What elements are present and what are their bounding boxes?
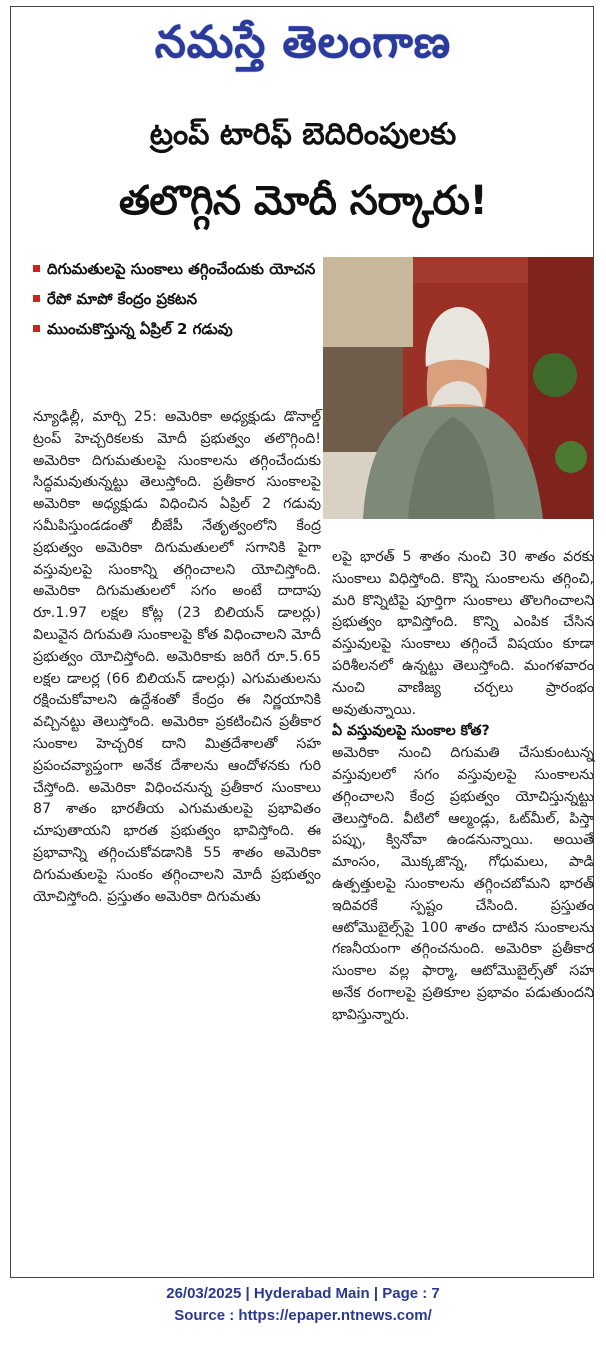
newspaper-masthead: నమస్తే తెలంగాణ (154, 17, 452, 68)
bullet-item (31, 317, 321, 341)
news-photo (323, 257, 593, 519)
bullet-item (31, 287, 321, 311)
clipping-frame (10, 6, 594, 1278)
article-body-text: లపై భారత్ 5 శాతం నుంచి 30 శాతం వరకు సుంకాలు విధిస్తోంది. కొన్ని సుంకాలను తగ్గించి, మరి కొన్నిటిపై పూర్తిగా సుంకాలు తొలగించాలని ప్రభుత్వం భావిస్తోంది. కొన్ని ఎంపిక చేసిన వస్తువులపై సుంకాలు తగ్గించే విషయం కూడా పరిశీలనలో ఉన్నట్టు తెలుస్తోంది. మంగళవారం నుంచి వాణిజ్య చర్చలు ప్రారంభం అవుతున్నాయి. (332, 549, 594, 718)
square-bullet-icon (33, 295, 40, 302)
bullet-text: రేపో మాపో కేంద్రం ప్రకటన (47, 290, 198, 308)
man-from-behind-photo (323, 257, 593, 519)
bullet-item (31, 257, 321, 281)
bullet-text: ముంచుకొస్తున్న ఏప్రిల్ 2 గడువు (47, 320, 233, 338)
article-column-2 (332, 547, 594, 1027)
bullet-text: దిగుమతులపై సుంకాలు తగ్గించేందుకు యోచన (47, 260, 316, 278)
article-body-text: అమెరికా నుంచి దిగుమతి చేసుకుంటున్న వస్తువులలో సగం వస్తువులపై సుంకాలను తగ్గించాలని కేంద్ర ప్రభుత్వం యోచిస్తున్నట్టు తెలుస్తోంది. వీటిలో ఆల్మండ్లు, ఓట్‌మీల్, పిస్తా పప్పు, క్వినోవా ఉండనున్నాయి. అయితే మాంసం, మొక్కజొన్న, గోధుమలు, పాడి ఉత్పత్తులపై సుంకాలను తగ్గించబోమని భారత్ ఇదివరకే స్పష్టం చేసింది. ప్రస్తుతం ఆటోమొబైల్స్‌పై 100 శాతం దాటిన సుంకాలను గణనీయంగా తగ్గించనుంది. అమెరికా ప్రతీకార సుంకాల వల్ల ఫార్మా, ఆటోమొబైల్స్‌తో సహ అనేక రంగాలపై ప్రతికూల ప్రభావం పడుతుందని భావిస్తున్నారు. (332, 745, 594, 1023)
article-body-text: న్యూఢిల్లీ, మార్చి 25: అమెరికా అధ్యక్షుడు డొనాల్డ్ ట్రంప్ హెచ్చరికలకు మోదీ ప్రభుత్వం తలొగ్గింది! అమెరికా దిగుమతులపై సుంకాలను తగ్గించేందుకు సిద్ధమవుతున్నట్టు తెలుస్తోంది. ప్రతీకార సుంకాలపై అమెరికా అధ్యక్షుడు విధించిన ఏప్రిల్ 2 గడువు సమీపిస్తుండడంతో బీజేపీ నేతృత్వంలోని కేంద్ర ప్రభుత్వం అమెరికా దిగుమతులలో సగానికి పైగా వస్తువులపై సుంకాన్ని తగ్గించాలని యోచిస్తోంది. అమెరికా దిగుమతులలో సగం అంటే దాదాపు రూ.1.97 లక్షల కోట్ల (23 బిలియన్ డాలర్లు) విలువైన దిగుమతి సుంకాలపై కోత విధించాలని మోదీ ప్రభుత్వం యోచిస్తోంది. అమెరికాకు జరిగే రూ.5.65 లక్షల డాలర్ల (66 బిలియన్ డాలర్లు) ఎగుమతులను రక్షించుకోవాలని ఉద్దేశంతో కేంద్రం ఈ నిర్ణయానికి వచ్చినట్టు తెలుస్తోంది. అమెరికా ప్రకటించిన ప్రతీకార సుంకాల హెచ్చరిక దాని మిత్రదేశాలతో సహ ప్రపంచవ్యాప్తంగా అనేక దేశాలను ఆందోళనకు గురి చేస్తోంది. అమెరికా విధించనున్న ప్రతీకార సుంకాలు 87 శాతం భారతీయ ఎగుమతులపై ప్రభావితం చూపుతాయని భారత ప్రభుత్వం భావిస్తోంది. ఈ ప్రభావాన్ని తగ్గించుకోవడానికి 55 శాతం అమెరికా దిగుమతులపై సుంకం తగ్గించాలని మోదీ ప్రభుత్వం యోచిస్తోంది. ప్రస్తుతం అమెరికా దిగుమతు (33, 409, 321, 905)
article-headline: తలొగ్గిన మోదీ సర్కారు! (118, 178, 488, 224)
article-column-1 (33, 407, 321, 908)
article-subheading: ఏ వస్తువులపై సుంకాల కోత? (332, 723, 490, 740)
edition-info: 26/03/2025 | Hyderabad Main | Page : 7 (166, 1285, 440, 1302)
square-bullet-icon (33, 265, 40, 272)
article-kicker: ట్రంప్ టారిఫ్ బెదిరింపులకు (149, 117, 457, 152)
highlight-bullets (31, 257, 321, 347)
square-bullet-icon (33, 325, 40, 332)
source-link[interactable]: Source : https://epaper.ntnews.com/ (174, 1307, 432, 1324)
